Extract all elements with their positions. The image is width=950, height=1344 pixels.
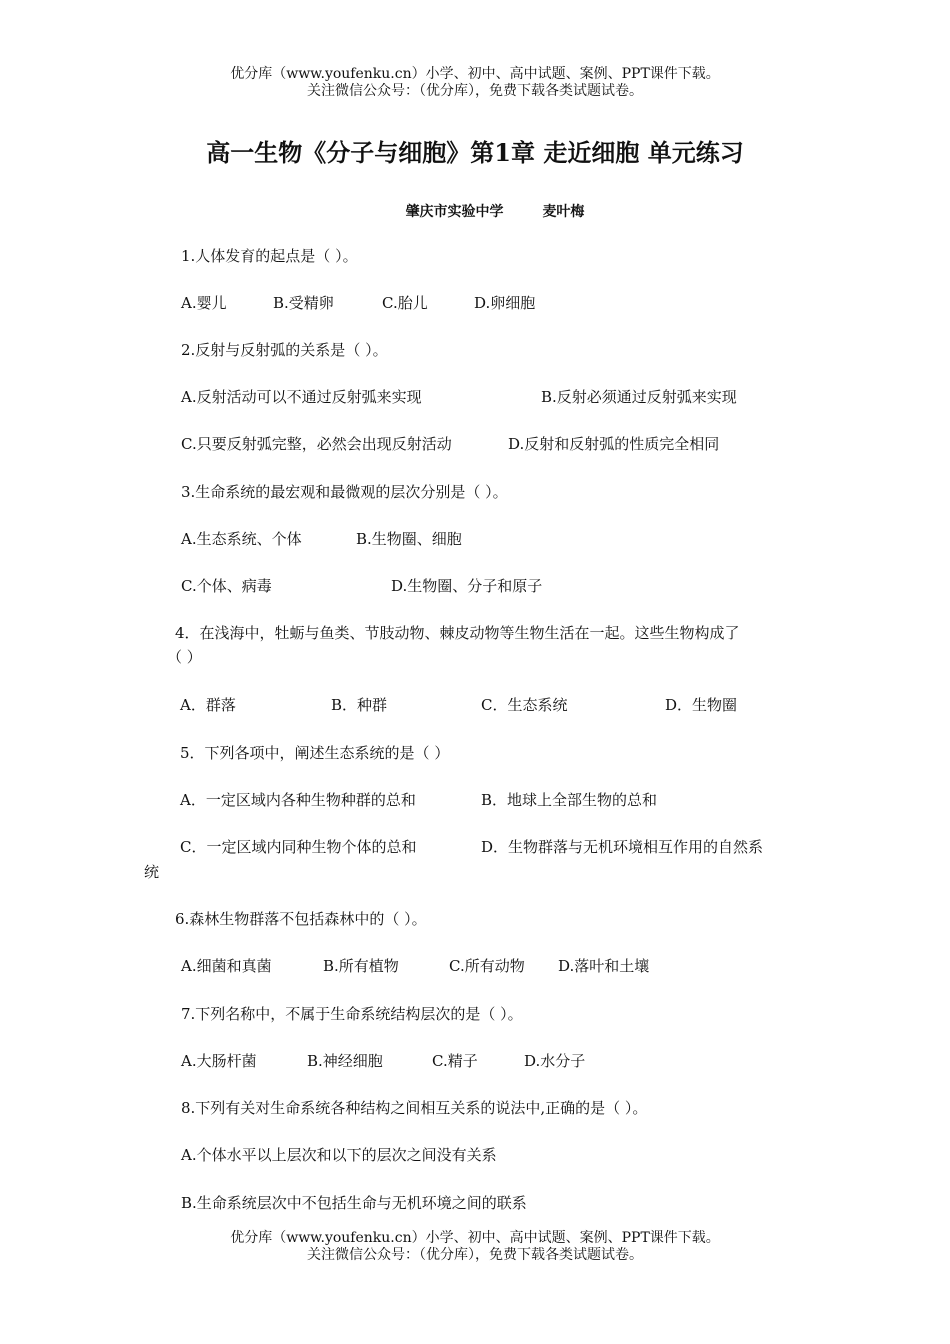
option-d: D．生物群落与无机环境相互作用的自然系: [481, 838, 764, 856]
question-5-option-d-wrap: 统: [144, 863, 160, 881]
page-footer: [0, 1230, 950, 1264]
option-d: D.生物圈、分子和原子: [391, 577, 543, 595]
author-school: 肇庆市实验中学: [405, 204, 504, 220]
question-4-stem: 4．在浅海中，牡蛎与鱼类、节肢动物、棘皮动物等生物生活在一起。这些生物构成了: [175, 624, 740, 642]
option-d: D.反射和反射弧的性质完全相同: [508, 435, 720, 453]
question-8-stem: 8.下列有关对生命系统各种结构之间相互关系的说法中,正确的是（ ）。: [181, 1099, 648, 1117]
option-c: C.只要反射弧完整，必然会出现反射活动: [181, 435, 452, 453]
question-3-stem: 3.生命系统的最宏观和最微观的层次分别是（ ）。: [181, 483, 508, 501]
option-c: C.所有动物: [449, 957, 525, 975]
question-4-stem-continued: （ ）: [167, 648, 202, 666]
option-a: A.婴儿: [181, 294, 227, 312]
option-b: B.受精卵: [273, 294, 334, 312]
option-d: D.卵细胞: [474, 294, 536, 312]
author-line: [0, 201, 950, 221]
question-8-option-b: B.生命系统层次中不包括生命与无机环境之间的联系: [181, 1194, 527, 1212]
question-6-stem: 6.森林生物群落不包括森林中的（ ）。: [175, 910, 427, 928]
option-a: A．一定区域内各种生物种群的总和: [180, 791, 416, 809]
option-a: A．群落: [180, 696, 236, 714]
option-a: A.大肠杆菌: [181, 1052, 257, 1070]
option-c: C．一定区域内同种生物个体的总和: [180, 838, 417, 856]
option-d: D.落叶和土壤: [558, 957, 650, 975]
option-a: A.反射活动可以不通过反射弧来实现: [181, 388, 422, 406]
question-7-stem: 7.下列名称中，不属于生命系统结构层次的是（ ）。: [181, 1005, 523, 1023]
question-1-stem: 1.人体发育的起点是（ ）。: [181, 247, 358, 265]
footer-line-2: 关注微信公众号：（优分库），免费下载各类试题试卷。: [307, 1247, 643, 1263]
question-2-stem: 2.反射与反射弧的关系是（ ）。: [181, 341, 388, 359]
option-d: D．生物圈: [665, 696, 738, 714]
option-b: B．地球上全部生物的总和: [481, 791, 658, 809]
question-5-stem: 5．下列各项中，阐述生态系统的是（ ）: [180, 744, 450, 762]
option-a: A.生态系统、个体: [181, 530, 302, 548]
option-b: B.所有植物: [323, 957, 399, 975]
option-c: C．生态系统: [481, 696, 568, 714]
header-line-2: 关注微信公众号：（优分库），免费下载各类试题试卷。: [307, 83, 643, 99]
option-c: C.胎儿: [382, 294, 428, 312]
option-b: B．种群: [331, 696, 388, 714]
option-b: B.神经细胞: [307, 1052, 383, 1070]
author-name: 麦叶梅: [542, 204, 585, 220]
question-8-option-a: A.个体水平以上层次和以下的层次之间没有关系: [181, 1146, 497, 1164]
option-d: D.水分子: [524, 1052, 586, 1070]
option-b: B.反射必须通过反射弧来实现: [541, 388, 737, 406]
option-c: C.个体、病毒: [181, 577, 272, 595]
header-line-1: 优分库（www.youfenku.cn）小学、初中、高中试题、案例、PPT课件下载。: [230, 66, 720, 82]
option-a: A.细菌和真菌: [181, 957, 272, 975]
page-header: [0, 66, 950, 100]
footer-line-1: 优分库（www.youfenku.cn）小学、初中、高中试题、案例、PPT课件下载。: [230, 1230, 720, 1246]
option-b: B.生物圈、细胞: [356, 530, 462, 548]
option-c: C.精子: [432, 1052, 478, 1070]
document-title: 高一生物《分子与细胞》第1章 走近细胞 单元练习: [206, 138, 744, 167]
